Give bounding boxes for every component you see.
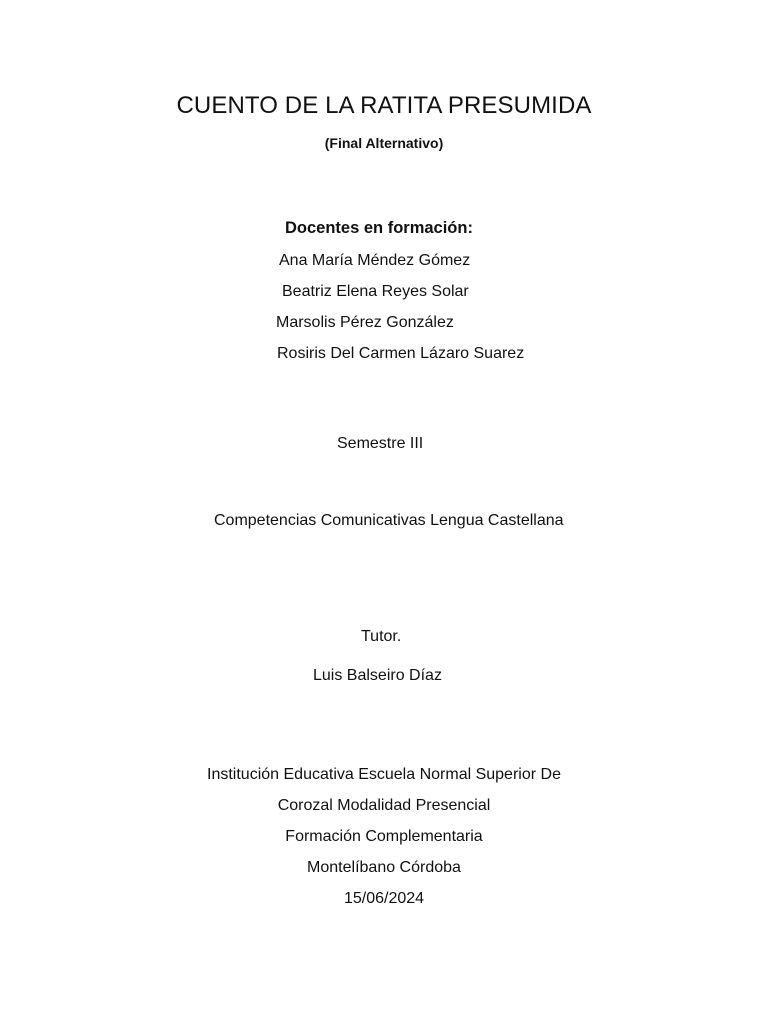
location-line: Montelíbano Córdoba [307, 859, 461, 876]
date-line: 15/06/2024 [343, 890, 425, 907]
document-subtitle: (Final Alternativo) [324, 135, 444, 151]
author-name: Rosiris Del Carmen Lázaro Suarez [277, 345, 525, 362]
author-name: Beatriz Elena Reyes Solar [282, 283, 469, 300]
institution-line: Institución Educativa Escuela Normal Superior De [207, 766, 561, 783]
author-name: Marsolis Pérez González [276, 314, 454, 331]
author-name: Ana María Méndez Gómez [279, 252, 471, 269]
authors-heading: Docentes en formación: [285, 219, 473, 237]
semester-label: Semestre III [337, 435, 424, 452]
tutor-label: Tutor. [361, 628, 402, 645]
course-name: Competencias Comunicativas Lengua Castellana [214, 512, 564, 529]
institution-line: Formación Complementaria [285, 828, 483, 845]
document-title: CUENTO DE LA RATITA PRESUMIDA [176, 92, 592, 119]
institution-line: Corozal Modalidad Presencial [277, 797, 491, 814]
tutor-name: Luis Balseiro Díaz [313, 667, 442, 684]
